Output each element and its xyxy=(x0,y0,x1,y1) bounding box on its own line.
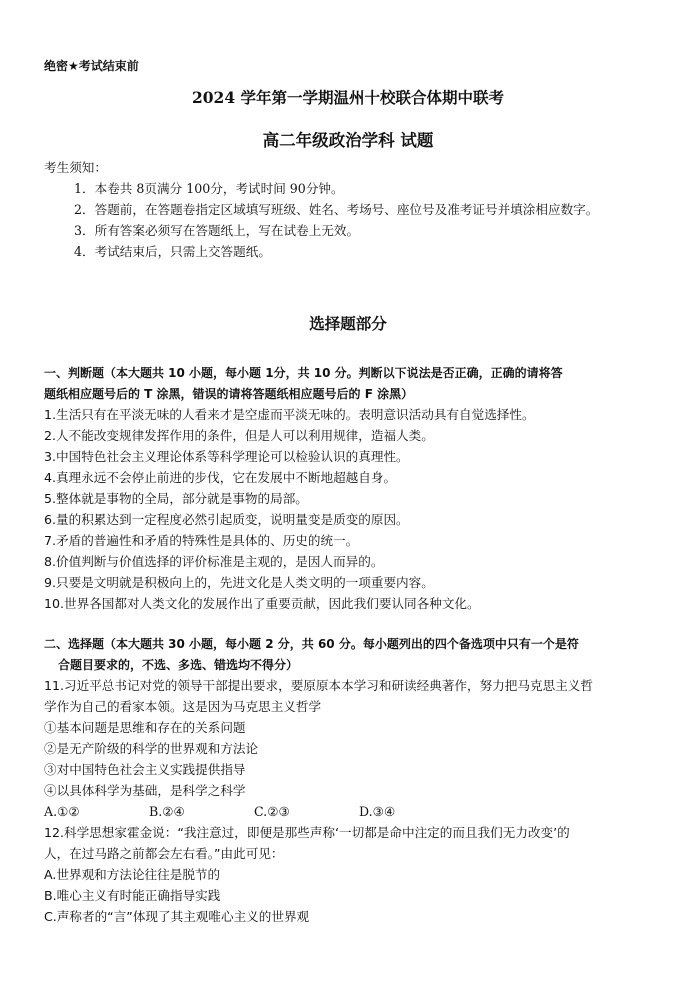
question-11-statement: ①基本问题是思维和存在的关系问题 xyxy=(44,720,246,735)
confidential-mark: 绝密★考试结束前 xyxy=(44,59,139,73)
notice-item: 1．本卷共 8页满分 100分，考试时间 90分钟。 xyxy=(74,181,344,196)
judgment-item: 4.真理永远不会停止前进的步伐，它在发展中不断地超越自身。 xyxy=(44,470,397,485)
judgment-item: 1.生活只有在平淡无味的人看来才是空虚而平淡无味的。表明意识活动具有自觉选择性。 xyxy=(44,407,535,422)
notice-label: 考生须知： xyxy=(44,160,107,175)
section-title: 选择题部分 xyxy=(309,314,387,333)
question-12-stem: 12.科学思想家霍金说：“我注意过，即便是那些声称‘一切都是命中注定的而且我们无力改变’的 xyxy=(44,825,570,840)
question-11-option-d: D.③④ xyxy=(359,804,396,819)
question-12-stem-cont: 人，在过马路之前都会左右看。”由此可见： xyxy=(44,846,284,861)
question-11-option-b: B.②④ xyxy=(149,804,185,819)
question-11-stem: 11.习近平总书记对党的领导干部提出要求，要原原本本学习和研读经典著作，努力把马克思主义哲 xyxy=(44,678,593,693)
question-11-stem-cont: 学作为自己的看家本领。这是因为马克思主义哲学 xyxy=(44,699,322,714)
question-11-option-a: A.①② xyxy=(44,804,80,819)
judgment-item: 8.价值判断与价值选择的评价标准是主观的，是因人而异的。 xyxy=(44,554,384,569)
judgment-item: 3.中国特色社会主义理论体系等科学理论可以检验认识的真理性。 xyxy=(44,449,409,464)
notice-item: 2．答题前，在答题卷指定区域填写班级、姓名、考场号、座位号及准考证号并填涂相应数字。 xyxy=(74,202,599,217)
question-11-statement: ④以具体科学为基础，是科学之科学 xyxy=(44,783,246,798)
question-12-option-c: C.声称者的“言”体现了其主观唯心主义的世界观 xyxy=(44,909,310,924)
question-11-statement: ②是无产阶级的科学的世界观和方法论 xyxy=(44,741,259,756)
question-12-option-b: B.唯心主义有时能正确指导实践 xyxy=(44,888,221,903)
part1-heading: 一、判断题（本大题共 10 小题，每小题 1分，共 10 分。判断以下说法是否正确，正确的请将答 xyxy=(44,366,563,380)
question-12-option-a: A.世界观和方法论往往是脱节的 xyxy=(44,867,221,882)
question-11-option-c: C.②③ xyxy=(254,804,290,819)
part2-heading: 二、选择题（本大题共 30 小题，每小题 2 分，共 60 分。每小题列出的四个备选项中只有一个是符 xyxy=(44,637,579,651)
judgment-item: 9.只要是文明就是积极向上的，先进文化是人类文明的一项重要内容。 xyxy=(44,575,434,590)
part2-heading-cont: 合题目要求的，不选、多选、错选均不得分） xyxy=(58,658,299,672)
judgment-item: 5.整体就是事物的全局，部分就是事物的局部。 xyxy=(44,491,308,506)
part1-heading-cont: 题纸相应题号后的 T 涂黑，错误的请将答题纸相应题号后的 F 涂黑） xyxy=(44,387,414,401)
judgment-item: 6.量的积累达到一定程度必然引起质变，说明量变是质变的原因。 xyxy=(44,512,409,527)
judgment-item: 10.世界各国都对人类文化的发展作出了重要贡献，因此我们要认同各种文化。 xyxy=(44,596,480,611)
judgment-item: 7.矛盾的普遍性和矛盾的特殊性是具体的、历史的统一。 xyxy=(44,533,359,548)
question-11-statement: ③对中国特色社会主义实践提供指导 xyxy=(44,762,246,777)
exam-subtitle: 高二年级政治学科 试题 xyxy=(262,131,434,150)
exam-title: 2024 学年第一学期温州十校联合体期中联考 xyxy=(191,88,505,107)
notice-item: 3．所有答案必须写在答题纸上，写在试卷上无效。 xyxy=(74,223,360,238)
notice-item: 4．考试结束后，只需上交答题纸。 xyxy=(74,244,271,259)
judgment-item: 2.人不能改变规律发挥作用的条件，但是人可以利用规律，造福人类。 xyxy=(44,428,434,443)
